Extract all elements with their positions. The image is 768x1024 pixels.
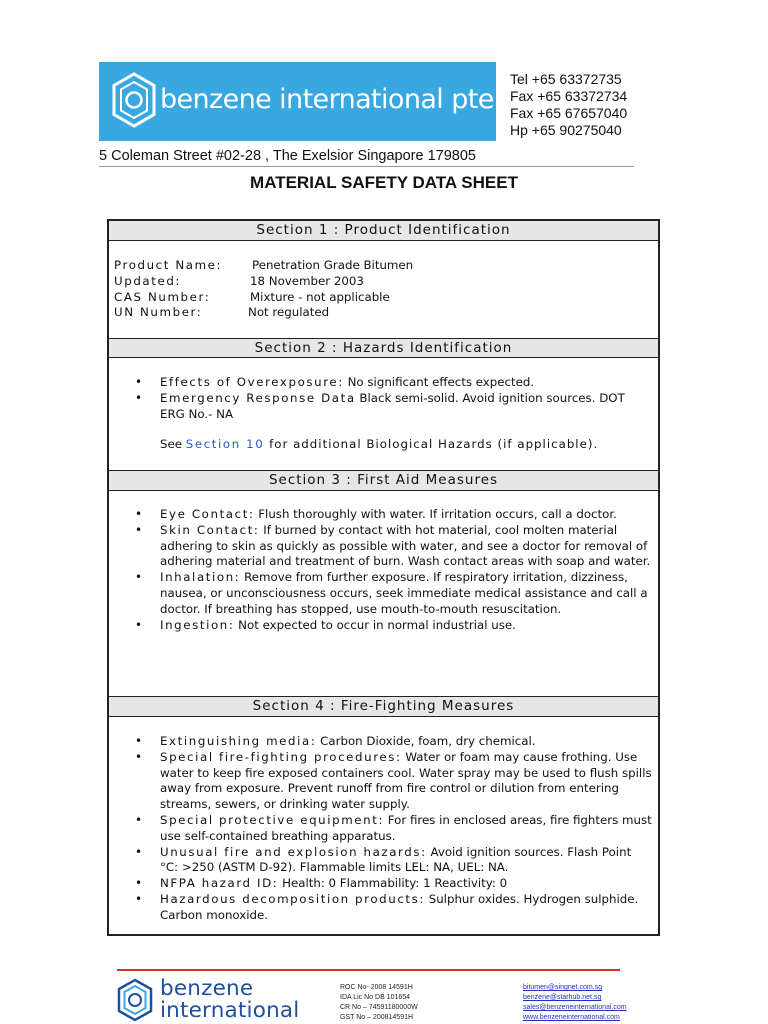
field-row [114,274,413,290]
field-value: Penetration Grade Bitumen [252,258,414,272]
list-item [135,813,653,845]
item-label: Emergency Response Data [160,390,356,405]
contact-numbers [510,71,627,139]
field-label: Updated: [114,273,181,288]
list-item [135,734,653,750]
item-label: Hazardous decomposition products: [160,891,425,906]
list-item [135,750,653,813]
item-text: Remove from further exposure. If respiratory irritation, dizziness, nausea, or unconsciousness occurs, seek immediate medical assistance and call a doctor. If breathing has stopped, use mouth-to-mouth resuscitation. [160,570,648,616]
hazards-note [160,437,598,453]
item-label: Extinguishing media: [160,734,317,748]
field-label: UN Number: [114,305,203,320]
item-label: NFPA hazard ID: [160,876,279,891]
contact-line: Hp +65 90275040 [510,122,622,138]
section-3-heading: Section 3 : First Aid Measures [109,470,658,491]
registration-line: GST No – 200814591H [340,1014,414,1021]
hazards-list [135,375,635,422]
list-item [135,523,653,570]
field-row [114,305,413,321]
benzene-hexagon-logo-icon [112,72,156,128]
list-item [135,391,635,423]
field-row [114,258,413,274]
section-4-heading: Section 4 : Fire-Fighting Measures [109,696,658,717]
list-item [135,845,653,877]
registration-line: IDA Lic No DB 101654 [340,994,411,1001]
registration-line: ROC No- 2008 14591H [340,984,413,991]
contact-line: Fax +65 67657040 [510,105,628,121]
email-link[interactable]: bitumen@singnet.com.sg [523,984,603,991]
document-title: MATERIAL SAFETY DATA SHEET [250,173,518,192]
item-label: Inhalation: [160,570,241,585]
fire-fighting-list [135,734,653,924]
footer-brand-line: benzene [160,976,254,1001]
item-label: Unusual fire and explosion hazards: [160,844,427,859]
item-label: Effects of Overexposure: [160,375,344,389]
field-label: CAS Number: [114,289,211,304]
field-label: Product Name: [114,258,223,272]
item-text: Flush thoroughly with water. If irritation occurs, call a doctor. [254,507,617,521]
benzene-hexagon-logo-icon [117,978,153,1022]
contact-line: Tel +65 63372735 [510,71,622,87]
item-text: Not expected to occur in normal industrial use. [234,617,516,632]
list-item [135,618,653,634]
list-item [135,570,653,617]
item-label: Special fire-fighting procedures: [160,749,402,764]
website-link[interactable]: www.benzeneinternational.com [523,1014,620,1021]
registration-line: CR No – 74591180000W [340,1004,418,1011]
list-item [135,375,635,391]
note-prefix: See [160,437,186,451]
field-row [114,290,413,306]
item-text: If burned by contact with hot material, cool molten material adhering to skin as quickly as possible with water, and see a doctor for removal of adhering material and treatment of burn. Wash contact areas with soap and water. [160,522,651,569]
registration-details [340,983,418,1023]
section-2-heading: Section 2 : Hazards Identification [109,338,658,358]
note-suffix: for additional Biological Hazards (if applicable). [264,437,599,451]
list-item [135,892,653,924]
item-text: Black semi-solid. Avoid ignition sources. DOT ERG No.- NA [160,390,625,421]
item-text: Health: 0 Flammability: 1 Reactivity: 0 [278,876,508,891]
footer-brand [160,978,299,1022]
email-link[interactable]: benzene@starhub.net.sg [523,994,602,1001]
company-name: benzene international pte ltd [160,84,536,115]
item-text: Sulphur oxides. Hydrogen sulphide. Carbon monoxide. [160,891,639,922]
item-label: Skin Contact: [160,522,260,537]
footer-brand-line: international [160,998,300,1023]
field-value: Not regulated [248,305,330,320]
item-label: Special protective equipment: [160,812,385,827]
header-divider [99,166,634,167]
item-text: For fires in enclosed areas, fire fighters must use self-contained breathing apparatus. [160,812,652,843]
list-item [135,876,653,892]
section-1-heading: Section 1 : Product Identification [109,220,658,241]
company-address: 5 Coleman Street #02-28 , The Exelsior Singapore 179805 [99,148,476,164]
product-identification-fields [114,258,413,321]
footer-links [523,983,627,1023]
contact-line: Fax +65 63372734 [510,88,628,104]
field-value: 18 November 2003 [250,273,364,288]
first-aid-list [135,507,653,633]
item-text: Carbon Dioxide, foam, dry chemical. [316,734,536,748]
item-label: Ingestion: [160,617,235,632]
item-text: Water or foam may cause frothing. Use water to keep fire exposed containers cool. Water spray may be used to flush spills away from exposure. Prevent runoff from fire control or dilution from entering streams, sewers, or drinking water supply. [160,749,652,812]
item-text: Avoid ignition sources. Flash Point °C: >250 (ASTM D-92). Flammable limits LEL: NA, UEL: NA. [160,844,632,875]
footer-divider [117,969,620,971]
email-link[interactable]: sales@benzeneinternational.com [523,1004,627,1011]
section-10-link[interactable]: Section 10 [185,437,265,451]
item-label: Eye Contact: [160,507,255,521]
item-text: No significant effects expected. [343,375,535,389]
field-value: Mixture - not applicable [250,289,390,304]
list-item [135,507,653,523]
